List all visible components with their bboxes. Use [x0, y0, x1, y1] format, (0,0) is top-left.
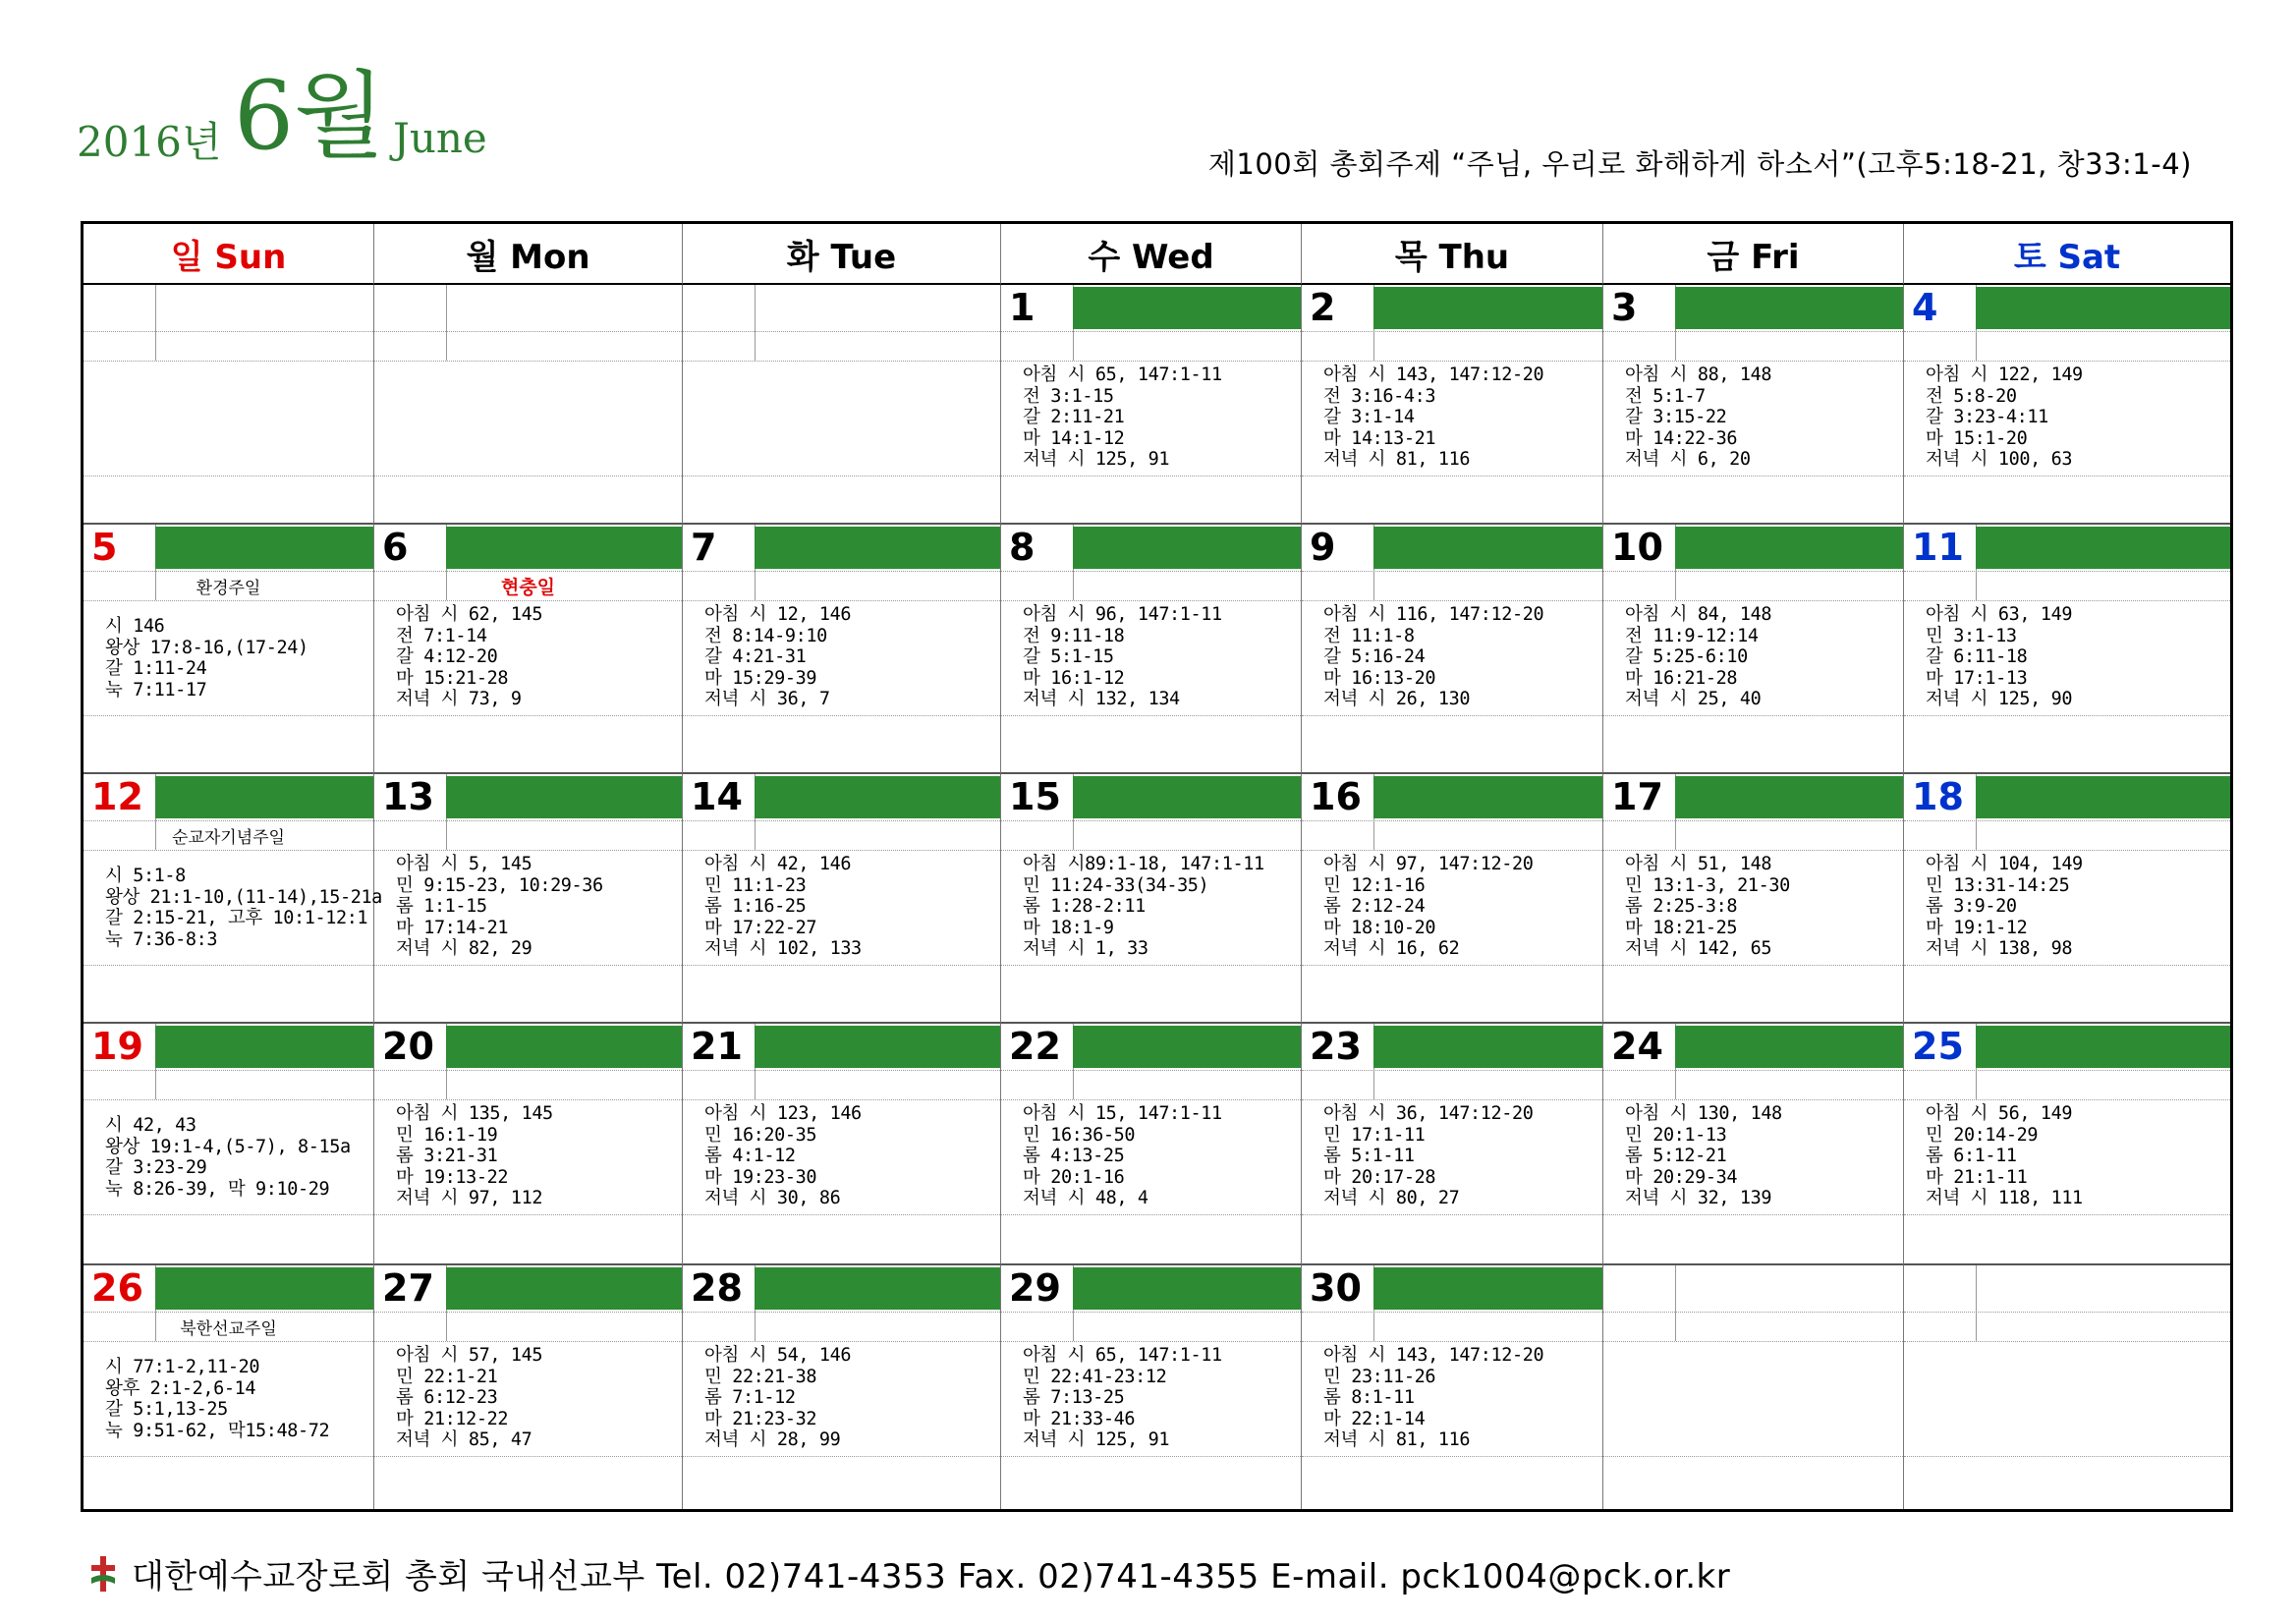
- cell-row: [1904, 1341, 2230, 1457]
- day-cell: [1302, 525, 1603, 774]
- calendar-grid: [81, 221, 2233, 1512]
- cell-row: [1603, 1070, 1903, 1100]
- cell-row: [84, 1456, 373, 1509]
- footer: [88, 1549, 1730, 1597]
- scripture-readings: 아침 시89:1-18, 147:1-11 민 11:24-33(34-35) 롬 1:28-2:11 마 18:1-9 저녁 시 1, 33: [1023, 854, 1264, 959]
- cell-row: [1904, 331, 2230, 362]
- scripture-readings: 아침 시 65, 147:1-11 전 3:1-15 갈 2:11-21 마 14:1-12 저녁 시 125, 91: [1023, 364, 1222, 470]
- scripture-readings: 아침 시 123, 146 민 16:20-35 롬 4:1-12 마 19:23-30 저녁 시 30, 86: [704, 1103, 862, 1208]
- day-number: 28: [691, 1266, 743, 1310]
- green-bar: [1976, 287, 2230, 329]
- weekday-header: 화 Tue: [683, 224, 1001, 285]
- cell-row: [374, 1070, 682, 1100]
- cell-divider: [1976, 1265, 1977, 1341]
- green-bar: [755, 776, 1000, 818]
- day-cell: [374, 1024, 683, 1265]
- day-cell: [374, 1265, 683, 1509]
- green-bar: [1073, 527, 1301, 569]
- day-number: 21: [691, 1025, 743, 1068]
- cell-row: [84, 331, 373, 362]
- day-cell: [1302, 1265, 1603, 1509]
- green-bar: [446, 776, 682, 818]
- scripture-readings: 아침 시 122, 149 전 5:8-20 갈 3:23-4:11 마 15:1-20 저녁 시 100, 63: [1926, 364, 2083, 470]
- day-number: 24: [1611, 1025, 1663, 1068]
- cell-row: [374, 820, 682, 851]
- day-number: 19: [91, 1025, 143, 1068]
- green-bar: [1373, 1026, 1602, 1068]
- cell-row: [1001, 1456, 1301, 1509]
- green-bar: [155, 527, 373, 569]
- green-bar: [446, 1267, 682, 1310]
- cell-row: [1603, 1265, 1903, 1313]
- day-number: 27: [382, 1266, 434, 1310]
- scripture-readings: 아침 시 97, 147:12-20 민 12:1-16 롬 2:12-24 마 18:10-20 저녁 시 16, 62: [1323, 854, 1534, 959]
- day-cell: [1001, 525, 1302, 774]
- day-number: 29: [1009, 1266, 1061, 1310]
- green-bar: [755, 1267, 1000, 1310]
- day-number: 10: [1611, 526, 1663, 569]
- day-number: 23: [1310, 1025, 1362, 1068]
- day-number: 26: [91, 1266, 143, 1310]
- scripture-readings: 아침 시 62, 145 전 7:1-14 갈 4:12-20 마 15:21-28 저녁 시 73, 9: [396, 604, 543, 709]
- header-month-english: June: [393, 114, 487, 162]
- cell-row: [1001, 1312, 1301, 1342]
- cell-row: [1001, 1070, 1301, 1100]
- day-cell: [1904, 285, 2230, 525]
- cell-row: [1603, 1312, 1903, 1342]
- day-number: 22: [1009, 1025, 1061, 1068]
- green-bar: [755, 1026, 1000, 1068]
- cell-row: [683, 476, 1000, 523]
- cell-row: [683, 1456, 1000, 1509]
- cell-row: [683, 361, 1000, 476]
- scripture-readings: 아침 시 56, 149 민 20:14-29 롬 6:1-11 마 21:1-11 저녁 시 118, 111: [1926, 1103, 2083, 1208]
- cell-row: [84, 285, 373, 332]
- scripture-readings: 시 146 왕상 17:8-16,(17-24) 갈 1:11-24 눅 7:11-17: [105, 616, 308, 700]
- special-day-label: 순교자기념주일: [172, 827, 285, 848]
- scripture-readings: 아침 시 12, 146 전 8:14-9:10 갈 4:21-31 마 15:29-39 저녁 시 36, 7: [704, 604, 852, 709]
- cell-row: [374, 1312, 682, 1342]
- weekday-header: 일 Sun: [84, 224, 374, 285]
- day-cell: [84, 1024, 374, 1265]
- day-cell: [1001, 774, 1302, 1024]
- cell-row: [1302, 1214, 1602, 1263]
- day-number: 9: [1310, 526, 1336, 569]
- green-bar: [1073, 1026, 1301, 1068]
- cell-row: [1001, 715, 1301, 772]
- day-number: 6: [382, 526, 409, 569]
- green-bar: [1976, 1026, 2230, 1068]
- cell-row: [683, 571, 1000, 601]
- cell-row: [1001, 1214, 1301, 1263]
- day-cell: [1302, 285, 1603, 525]
- scripture-readings: 아침 시 143, 147:12-20 민 23:11-26 롬 8:1-11 마 22:1-14 저녁 시 81, 116: [1323, 1345, 1544, 1450]
- footer-contact: 대한예수교장로회 총회 국내선교부 Tel. 02)741-4353 Fax. 02)741-4355 E-mail. pck1004@pck.or.kr: [132, 1557, 1731, 1596]
- cell-row: [683, 1214, 1000, 1263]
- day-cell: [683, 1265, 1001, 1509]
- green-bar: [1373, 1267, 1602, 1310]
- day-cell: [1904, 774, 2230, 1024]
- scripture-readings: 시 5:1-8 왕상 21:1-10,(11-14),15-21a 갈 2:15-21, 고후 10:1-12:1 눅 7:36-8:3: [105, 866, 382, 950]
- cell-row: [1603, 331, 1903, 362]
- cell-row: [374, 715, 682, 772]
- scripture-readings: 아침 시 135, 145 민 16:1-19 롬 3:21-31 마 19:13-22 저녁 시 97, 112: [396, 1103, 553, 1208]
- green-bar: [1073, 776, 1301, 818]
- green-bar: [1073, 1267, 1301, 1310]
- day-number: 5: [91, 526, 118, 569]
- green-bar: [1073, 287, 1301, 329]
- scripture-readings: 아침 시 42, 146 민 11:1-23 롬 1:16-25 마 17:22-27 저녁 시 102, 133: [704, 854, 862, 959]
- day-cell: [374, 774, 683, 1024]
- cell-row: [374, 285, 682, 332]
- cell-divider: [155, 285, 156, 361]
- day-cell: [84, 1265, 374, 1509]
- weekday-header: 금 Fri: [1603, 224, 1904, 285]
- day-cell: [84, 285, 374, 525]
- cell-row: [1001, 571, 1301, 601]
- day-number: 11: [1912, 526, 1964, 569]
- day-cell: [683, 285, 1001, 525]
- header-month: 6월: [234, 61, 385, 171]
- cell-divider: [755, 285, 756, 361]
- weekday-header: 월 Mon: [374, 224, 683, 285]
- scripture-readings: 아침 시 5, 145 민 9:15-23, 10:29-36 롬 1:1-15 마 17:14-21 저녁 시 82, 29: [396, 854, 603, 959]
- cell-row: [1603, 1341, 1903, 1457]
- day-cell: [1302, 774, 1603, 1024]
- day-cell: [1904, 1265, 2230, 1509]
- assembly-theme: 제100회 총회주제 “주님, 우리로 화해하게 하소서”(고후5:18-21, 창33:1-4): [1207, 147, 2192, 181]
- scripture-readings: 아침 시 88, 148 전 5:1-7 갈 3:15-22 마 14:22-36 저녁 시 6, 20: [1625, 364, 1772, 470]
- cell-row: [374, 1456, 682, 1509]
- scripture-readings: 아침 시 63, 149 민 3:1-13 갈 6:11-18 마 17:1-13 저녁 시 125, 90: [1926, 604, 2073, 709]
- cell-row: [374, 1214, 682, 1263]
- cell-row: [1302, 965, 1602, 1022]
- day-number: 13: [382, 775, 434, 818]
- green-bar: [446, 527, 682, 569]
- scripture-readings: 아침 시 96, 147:1-11 전 9:11-18 갈 5:1-15 마 16:1-12 저녁 시 132, 134: [1023, 604, 1222, 709]
- cell-row: [683, 820, 1000, 851]
- weekday-header: 토 Sat: [1904, 224, 2230, 285]
- day-cell: [683, 774, 1001, 1024]
- day-number: 16: [1310, 775, 1362, 818]
- green-bar: [755, 527, 1000, 569]
- green-bar: [1675, 527, 1903, 569]
- scripture-readings: 아침 시 65, 147:1-11 민 22:41-23:12 롬 7:13-25 마 21:33-46 저녁 시 125, 91: [1023, 1345, 1222, 1450]
- cell-row: [683, 331, 1000, 362]
- weekday-header: 수 Wed: [1001, 224, 1302, 285]
- cell-row: [84, 715, 373, 772]
- cell-row: [1904, 571, 2230, 601]
- cell-row: [1904, 1456, 2230, 1509]
- day-number: 7: [691, 526, 717, 569]
- cell-divider: [446, 285, 447, 361]
- day-cell: [1603, 1265, 1904, 1509]
- green-bar: [1373, 287, 1602, 329]
- special-day-label: 환경주일: [196, 578, 261, 598]
- day-cell: [683, 1024, 1001, 1265]
- cell-row: [1603, 820, 1903, 851]
- scripture-readings: 시 77:1-2,11-20 왕후 2:1-2,6-14 갈 5:1,13-25 눅 9:51-62, 막15:48-72: [105, 1357, 330, 1441]
- day-cell: [1904, 525, 2230, 774]
- cell-row: [374, 361, 682, 476]
- day-cell: [1904, 1024, 2230, 1265]
- day-cell: [1001, 1265, 1302, 1509]
- cell-row: [84, 361, 373, 476]
- cell-row: [84, 1214, 373, 1263]
- day-number: 25: [1912, 1025, 1964, 1068]
- green-bar: [446, 1026, 682, 1068]
- green-bar: [1675, 287, 1903, 329]
- special-day-label: 북한선교주일: [180, 1318, 277, 1339]
- green-bar: [1976, 527, 2230, 569]
- cell-row: [1904, 1070, 2230, 1100]
- scripture-readings: 아침 시 36, 147:12-20 민 17:1-11 롬 5:1-11 마 20:17-28 저녁 시 80, 27: [1323, 1103, 1534, 1208]
- green-bar: [1675, 776, 1903, 818]
- day-number: 4: [1912, 286, 1938, 329]
- day-number: 15: [1009, 775, 1061, 818]
- cell-row: [683, 1070, 1000, 1100]
- scripture-readings: 시 42, 43 왕상 19:1-4,(5-7), 8-15a 갈 3:23-29 눅 8:26-39, 막 9:10-29: [105, 1115, 351, 1200]
- cell-row: [84, 476, 373, 523]
- cell-row: [1302, 1456, 1602, 1509]
- day-cell: [1603, 1024, 1904, 1265]
- cell-row: [1603, 1214, 1903, 1263]
- scripture-readings: 아침 시 51, 148 민 13:1-3, 21-30 롬 2:25-3:8 마 18:21-25 저녁 시 142, 65: [1625, 854, 1790, 959]
- cell-row: [374, 965, 682, 1022]
- scripture-readings: 아침 시 130, 148 민 20:1-13 롬 5:12-21 마 20:29-34 저녁 시 32, 139: [1625, 1103, 1782, 1208]
- cell-row: [1001, 965, 1301, 1022]
- cell-row: [1603, 571, 1903, 601]
- church-logo-icon: [88, 1554, 118, 1594]
- day-cell: [683, 525, 1001, 774]
- day-cell: [1603, 525, 1904, 774]
- special-day-label: 현충일: [500, 576, 556, 598]
- cell-row: [1302, 715, 1602, 772]
- day-number: 18: [1912, 775, 1964, 818]
- cell-row: [683, 1312, 1000, 1342]
- cell-row: [1302, 476, 1602, 523]
- cell-row: [683, 965, 1000, 1022]
- scripture-readings: 아침 시 15, 147:1-11 민 16:36-50 롬 4:13-25 마 20:1-16 저녁 시 48, 4: [1023, 1103, 1222, 1208]
- cell-row: [1603, 476, 1903, 523]
- cell-row: [1904, 820, 2230, 851]
- cell-divider: [1675, 1265, 1676, 1341]
- cell-row: [1904, 1265, 2230, 1313]
- cell-row: [374, 331, 682, 362]
- day-number: 1: [1009, 286, 1036, 329]
- green-bar: [1373, 776, 1602, 818]
- day-cell: [1001, 285, 1302, 525]
- cell-row: [1302, 1312, 1602, 1342]
- day-cell: [374, 525, 683, 774]
- scripture-readings: 아침 시 54, 146 민 22:21-38 롬 7:1-12 마 21:23-32 저녁 시 28, 99: [704, 1345, 852, 1450]
- cell-row: [1904, 1214, 2230, 1263]
- day-cell: [1603, 774, 1904, 1024]
- cell-row: [683, 285, 1000, 332]
- green-bar: [155, 1026, 373, 1068]
- day-number: 14: [691, 775, 743, 818]
- day-number: 2: [1310, 286, 1336, 329]
- day-cell: [84, 525, 374, 774]
- cell-row: [84, 1070, 373, 1100]
- cell-row: [1603, 965, 1903, 1022]
- green-bar: [1373, 527, 1602, 569]
- day-number: 30: [1310, 1266, 1362, 1310]
- scripture-readings: 아침 시 104, 149 민 13:31-14:25 롬 3:9-20 마 19:1-12 저녁 시 138, 98: [1926, 854, 2083, 959]
- cell-row: [1603, 715, 1903, 772]
- scripture-readings: 아침 시 143, 147:12-20 전 3:16-4:3 갈 3:1-14 마 14:13-21 저녁 시 81, 116: [1323, 364, 1544, 470]
- day-number: 12: [91, 775, 143, 818]
- cell-row: [1904, 965, 2230, 1022]
- day-number: 20: [382, 1025, 434, 1068]
- green-bar: [155, 1267, 373, 1310]
- day-cell: [84, 774, 382, 1024]
- cell-row: [1904, 1312, 2230, 1342]
- cell-row: [1302, 571, 1602, 601]
- green-bar: [1976, 776, 2230, 818]
- cell-row: [1302, 1070, 1602, 1100]
- green-bar: [1675, 1026, 1903, 1068]
- header-year: 2016년: [77, 118, 222, 166]
- cell-row: [1001, 476, 1301, 523]
- scripture-readings: 아침 시 116, 147:12-20 전 11:1-8 갈 5:16-24 마 16:13-20 저녁 시 26, 130: [1323, 604, 1544, 709]
- day-number: 3: [1611, 286, 1638, 329]
- cell-row: [1302, 820, 1602, 851]
- day-number: 8: [1009, 526, 1036, 569]
- scripture-readings: 아침 시 84, 148 전 11:9-12:14 갈 5:25-6:10 마 16:21-28 저녁 시 25, 40: [1625, 604, 1772, 709]
- scripture-readings: 아침 시 57, 145 민 22:1-21 롬 6:12-23 마 21:12-22 저녁 시 85, 47: [396, 1345, 543, 1450]
- cell-row: [84, 965, 373, 1022]
- cell-row: [683, 715, 1000, 772]
- cell-row: [1904, 715, 2230, 772]
- cell-row: [374, 476, 682, 523]
- day-cell: [1302, 1024, 1603, 1265]
- weekday-header: 목 Thu: [1302, 224, 1603, 285]
- green-bar: [155, 776, 373, 818]
- cell-row: [1603, 1456, 1903, 1509]
- cell-row: [1904, 476, 2230, 523]
- day-cell: [1603, 285, 1904, 525]
- day-cell: [374, 285, 683, 525]
- cell-row: [1001, 331, 1301, 362]
- cell-row: [1001, 820, 1301, 851]
- cell-row: [1302, 331, 1602, 362]
- day-number: 17: [1611, 775, 1663, 818]
- day-cell: [1001, 1024, 1302, 1265]
